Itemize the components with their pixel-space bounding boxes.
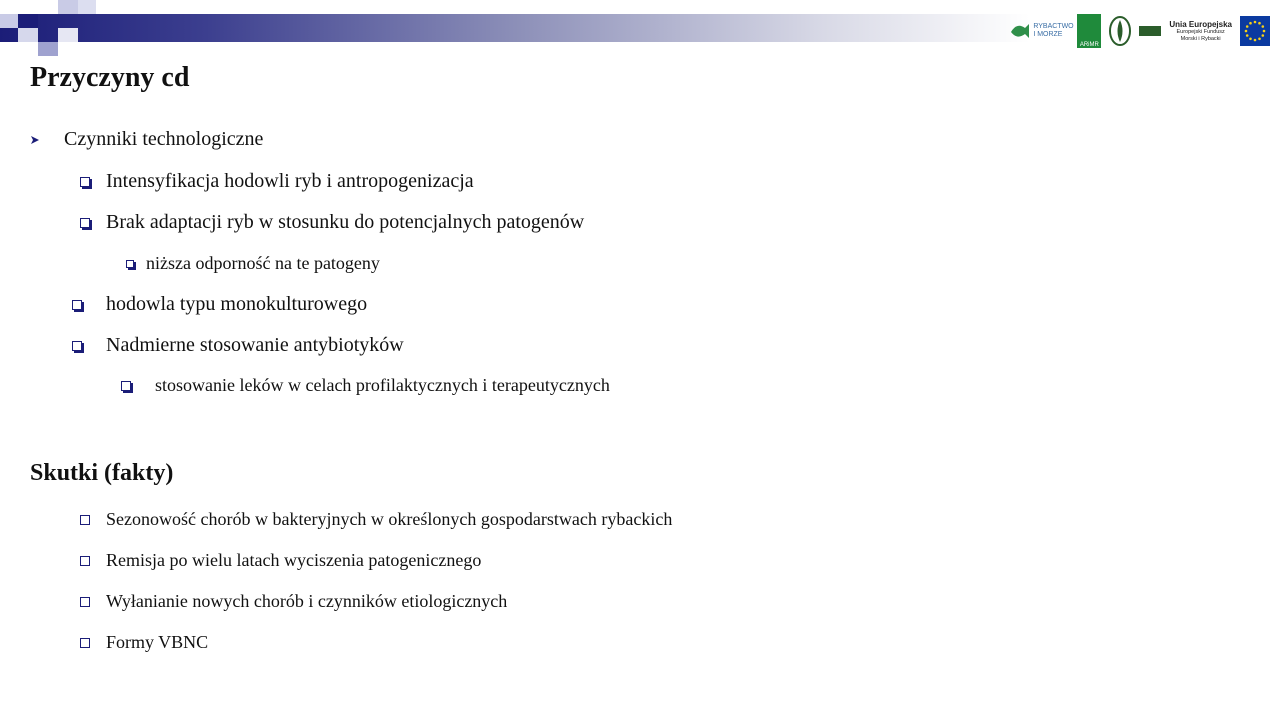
square-bullet-icon	[72, 341, 82, 351]
list-item: stosowanie leków w celach profilaktycznych i terapeutycznych	[121, 375, 610, 396]
list-item: Formy VBNC	[80, 632, 208, 653]
eu-text: Unia Europejska Europejski Fundusz Morski i Rybacki	[1169, 19, 1232, 42]
square-bullet-icon	[80, 177, 90, 187]
square-bullet-icon	[80, 218, 90, 228]
hollow-square-bullet-icon	[80, 597, 90, 607]
hollow-square-bullet-icon	[80, 515, 90, 525]
eu-flag-icon	[1240, 16, 1270, 46]
list-item: Intensyfikacja hodowli ryb i antropogenizacja	[80, 170, 474, 193]
slide-title-causes: Przyczyny cd	[30, 62, 190, 93]
list-item: niższa odporność na te patogeny	[126, 253, 380, 274]
rybactwo-logo: RYBACTWO I MORZE	[1009, 20, 1069, 42]
decor-square-light	[78, 0, 96, 14]
square-bullet-icon	[121, 381, 131, 391]
list-item-heading: Czynniki technologiczne	[30, 128, 263, 151]
emblem-logo-icon	[1109, 16, 1131, 46]
slide-title-effects: Skutki (fakty)	[30, 460, 174, 486]
fish-logo-icon	[1009, 20, 1031, 42]
decor-square-light	[18, 28, 38, 42]
list-item: Remisja po wielu latach wyciszenia patogenicznego	[80, 550, 481, 571]
decor-square-dark	[18, 14, 38, 28]
hollow-square-bullet-icon	[80, 638, 90, 648]
list-item: Sezonowość chorób w bakteryjnych w określonych gospodarstwach rybackich	[80, 509, 672, 530]
decor-square-light	[0, 14, 18, 28]
decor-square-light	[58, 28, 78, 42]
arrow-bullet-icon	[30, 135, 40, 145]
list-item: Nadmierne stosowanie antybiotyków	[72, 334, 404, 357]
square-bullet-icon	[72, 300, 82, 310]
program-strip	[1139, 26, 1161, 36]
square-bullet-icon	[126, 260, 134, 268]
decor-square-mid	[38, 42, 58, 56]
arimr-logo: ARiMR	[1077, 14, 1101, 48]
list-item: Brak adaptacji ryb w stosunku do potencjalnych patogenów	[80, 211, 584, 234]
partner-logos	[1009, 13, 1270, 49]
header-gradient-bar	[0, 14, 1030, 42]
list-item: hodowla typu monokulturowego	[72, 293, 367, 316]
decor-square-light	[58, 0, 78, 14]
hollow-square-bullet-icon	[80, 556, 90, 566]
list-item: Wyłanianie nowych chorób i czynników etiologicznych	[80, 591, 507, 612]
